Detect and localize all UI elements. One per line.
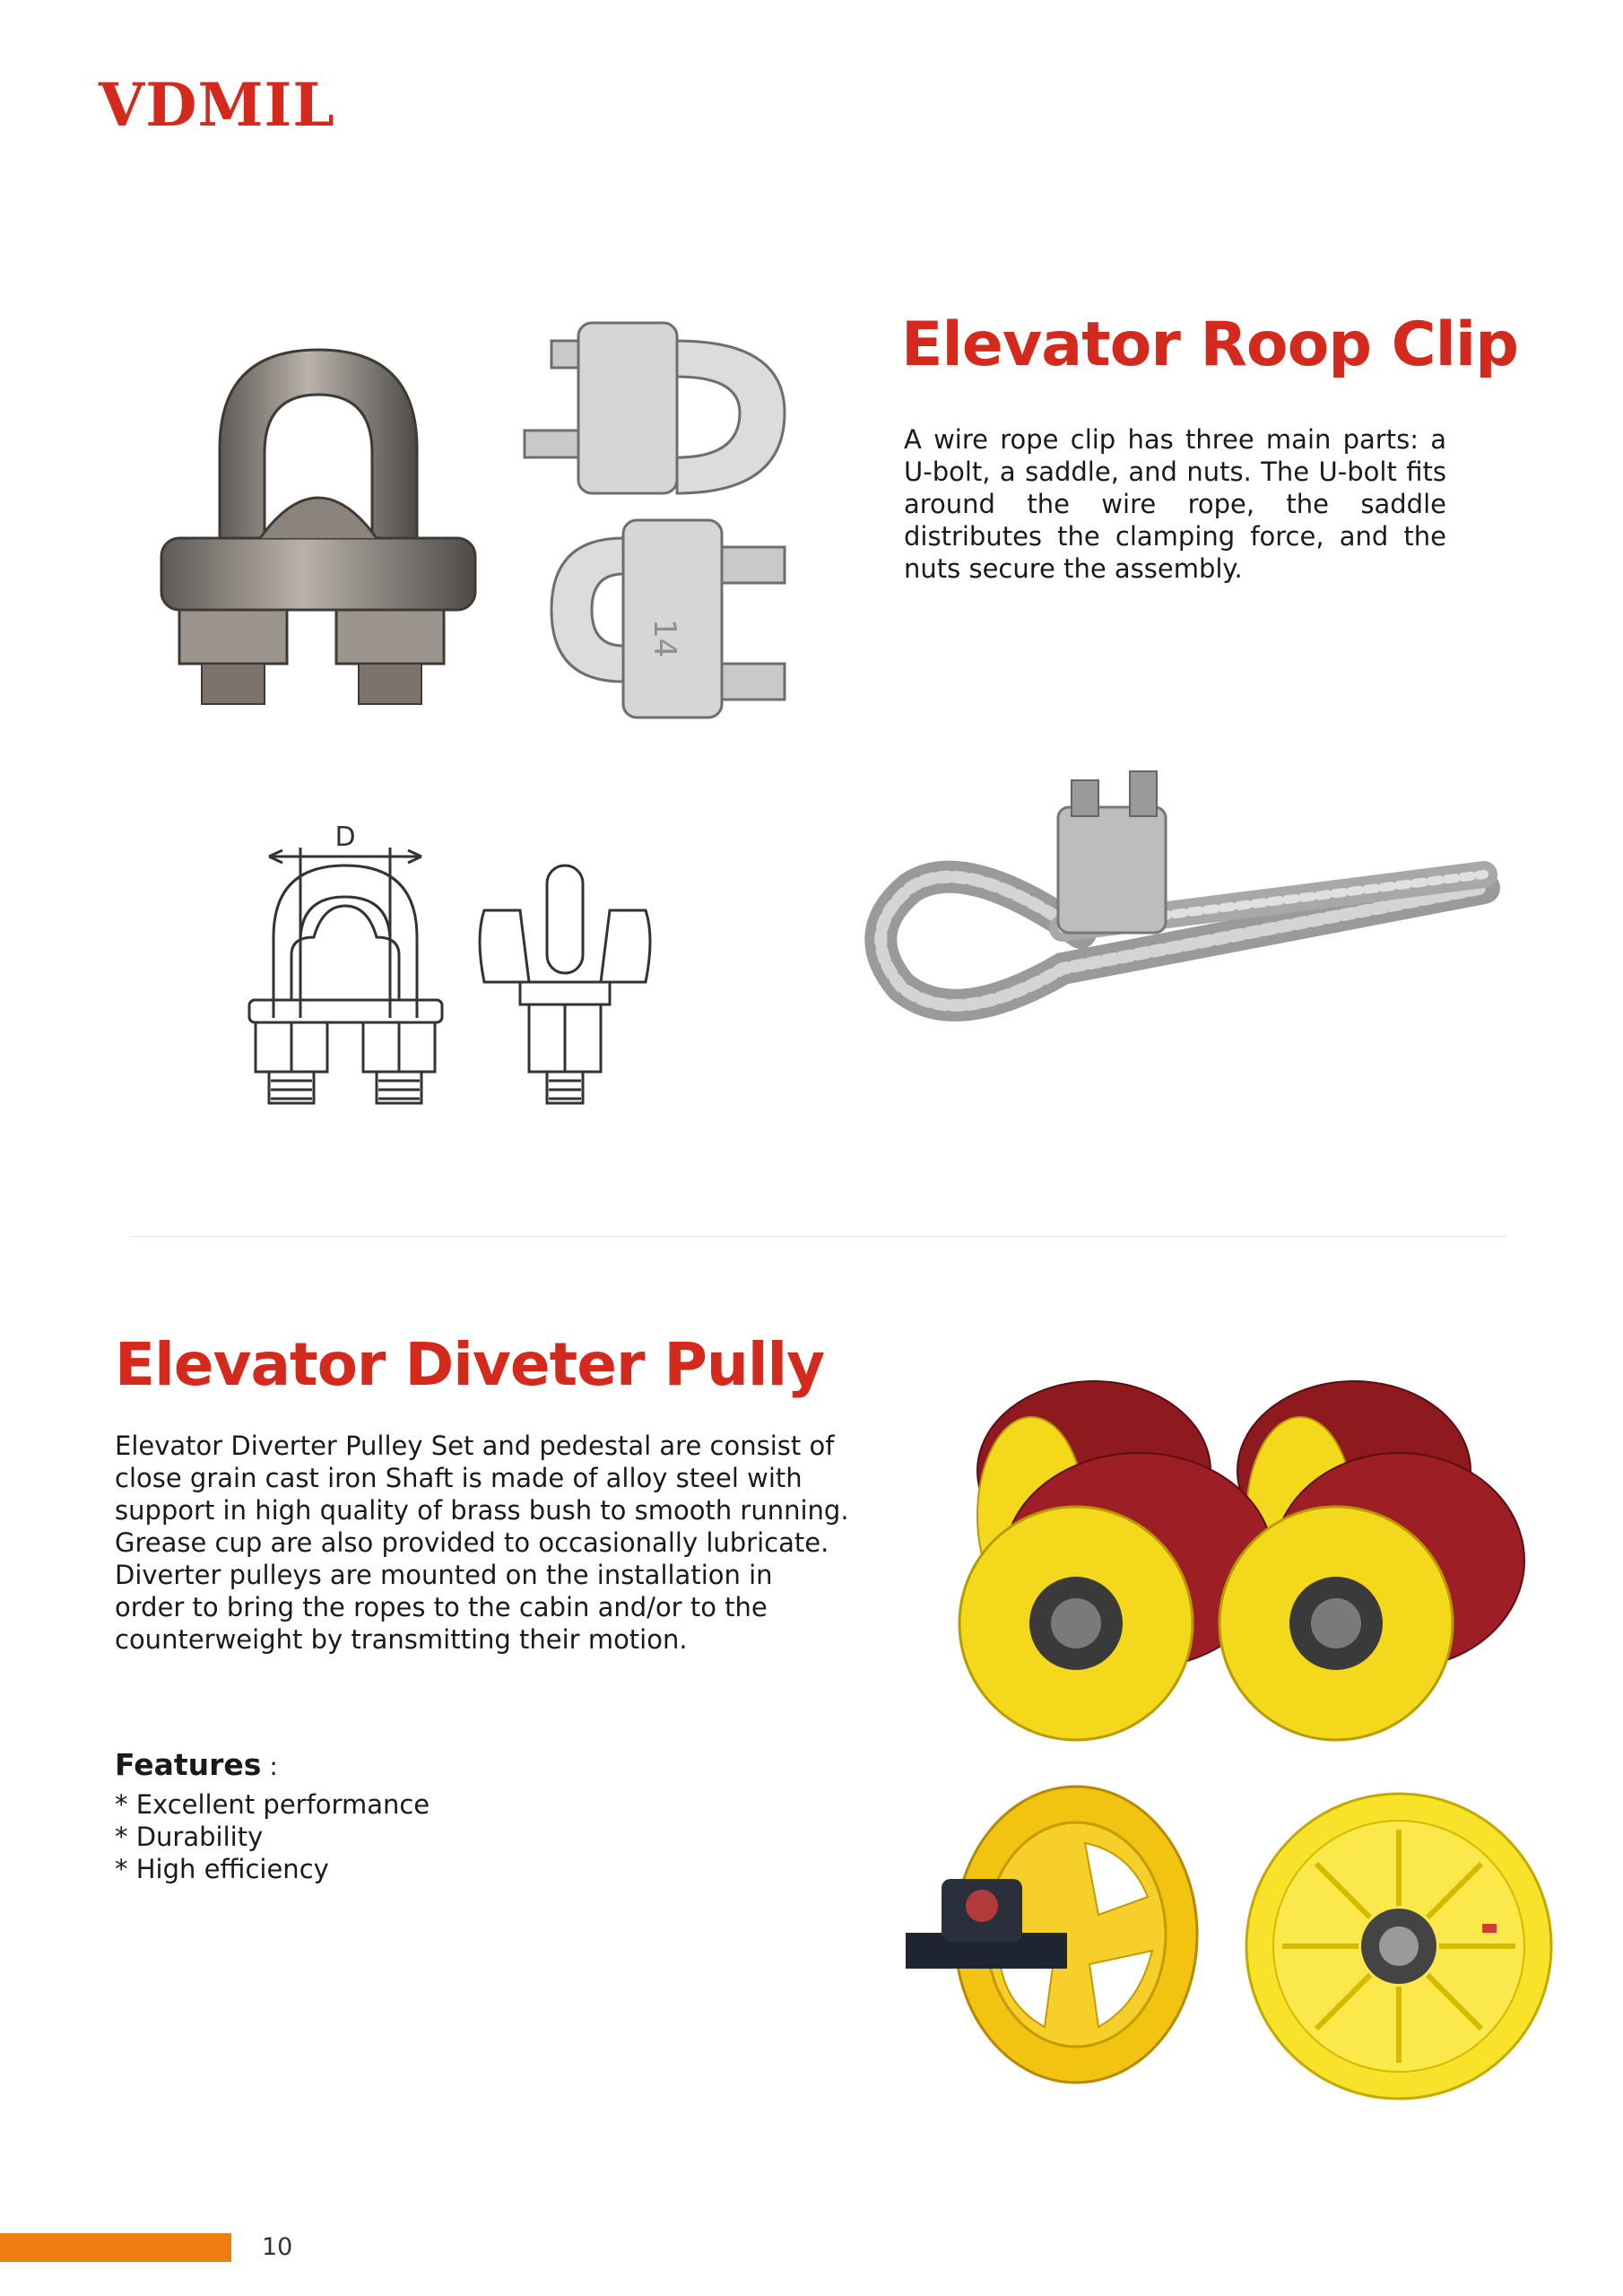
rope-loop-image (856, 753, 1502, 1040)
footer-bar (0, 2233, 231, 2262)
features-list (115, 1788, 430, 1885)
pulley-section-title: Elevator Diveter Pully (115, 1330, 825, 1399)
diameter-label: D (334, 822, 356, 853)
yellow-pulley-front-image (1242, 1789, 1556, 2103)
twin-clip-image (525, 314, 794, 744)
pulley-set-image (933, 1372, 1524, 1758)
pulley-paragraph: Diverter pulleys are mounted on the installation in order to bring the ropes to the cabin and/or to the counterweight by transmitting their motion. (115, 1560, 773, 1655)
pulley-paragraph: Grease cup are also provided to occasionally lubricate. (115, 1527, 829, 1558)
wire-rope-clip-image (157, 341, 480, 718)
pulley-paragraph: Elevator Diverter Pulley Set and pedestal are consist of close grain cast iron Shaft is made of alloy steel with support in high quality of brass bush to smooth running. (115, 1431, 849, 1526)
feature-item: * High efficiency (115, 1854, 329, 1884)
clip-technical-diagram (242, 821, 673, 1108)
pulley-section-description (115, 1430, 850, 1656)
features-heading: Features : (115, 1747, 278, 1782)
clip-section-description: A wire rope clip has three main parts: a U-bolt, a saddle, and nuts. The U-bolt fits around the wire rope, the saddle distributes the clamping force, and the nuts secure the assembly. (904, 424, 1446, 584)
feature-item: * Durability (115, 1822, 264, 1852)
page-number: 10 (262, 2233, 293, 2261)
clip-section-title: Elevator Roop Clip (901, 309, 1518, 380)
stamp-label: 14 (647, 619, 682, 658)
section-divider (130, 1236, 1506, 1237)
brand-logo: VDMIL (99, 70, 335, 140)
pulley-with-pedestal-image (906, 1780, 1202, 2090)
feature-item: * Excellent performance (115, 1789, 430, 1820)
